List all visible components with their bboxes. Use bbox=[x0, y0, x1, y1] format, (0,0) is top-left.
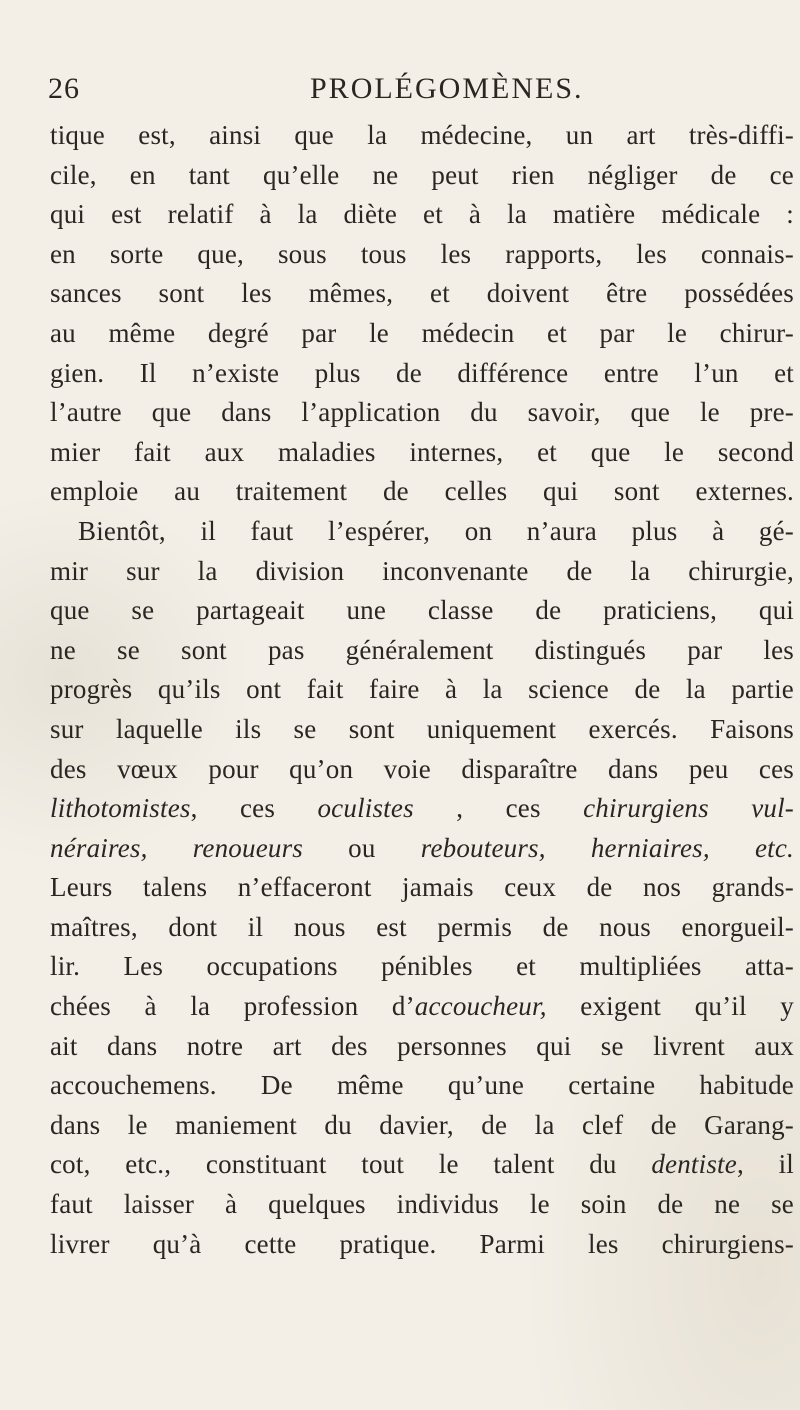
text-line bbox=[50, 710, 794, 750]
text-segment: que se partageait une classe de praticiens, qui bbox=[50, 595, 794, 626]
text-line bbox=[50, 354, 794, 394]
text-segment: maîtres, dont il nous est permis de nous enorgueil- bbox=[50, 911, 794, 942]
text-line bbox=[50, 512, 794, 552]
text-line bbox=[50, 1106, 794, 1146]
text-segment: chées à la profession d’ bbox=[50, 991, 415, 1022]
text-segment: emploie au traitement de celles qui sont externes. bbox=[50, 476, 794, 507]
text-segment: accouchemens. De même qu’une certaine habitude bbox=[50, 1070, 794, 1101]
text-segment: livrer qu’à cette pratique. Parmi les chirurgiens- bbox=[50, 1228, 794, 1259]
italic-text: rebouteurs, herniaires, etc. bbox=[420, 832, 794, 863]
text-segment: faut laisser à quelques individus le soin de ne se bbox=[50, 1189, 794, 1220]
text-segment: exigent qu’il y bbox=[546, 991, 795, 1022]
text-line bbox=[50, 116, 794, 156]
italic-text: néraires, renoueurs bbox=[50, 832, 303, 863]
text-line bbox=[50, 552, 794, 592]
italic-text: chirurgiens vul- bbox=[583, 793, 794, 824]
text-segment: , il bbox=[736, 1149, 794, 1180]
italic-text: lithotomistes bbox=[50, 793, 191, 824]
text-segment: Bientôt, il faut l’espérer, on n’aura plus à gé- bbox=[78, 515, 794, 546]
text-line bbox=[50, 670, 794, 710]
text-line bbox=[50, 750, 794, 790]
text-segment: au même degré par le médecin et par le chirur- bbox=[50, 317, 794, 348]
text-line bbox=[50, 631, 794, 671]
text-line bbox=[50, 156, 794, 196]
text-line bbox=[50, 789, 794, 829]
page-header bbox=[48, 72, 768, 112]
text-segment: mir sur la division inconvenante de la chirurgie, bbox=[50, 555, 794, 586]
text-segment: ou bbox=[303, 832, 421, 863]
text-segment: progrès qu’ils ont fait faire à la science de la partie bbox=[50, 674, 794, 705]
text-segment: sances sont les mêmes, et doivent être possédées bbox=[50, 278, 794, 309]
text-segment: Leurs talens n’effaceront jamais ceux de nos grands- bbox=[50, 872, 794, 903]
text-segment: ne se sont pas généralement distingués par les bbox=[50, 634, 794, 665]
text-line bbox=[50, 947, 794, 987]
text-line bbox=[50, 591, 794, 631]
text-line bbox=[50, 868, 794, 908]
text-line bbox=[50, 314, 794, 354]
text-segment: en sorte que, sous tous les rapports, les connais- bbox=[50, 238, 794, 269]
text-line bbox=[50, 235, 794, 275]
text-line bbox=[50, 472, 794, 512]
text-line bbox=[50, 829, 794, 869]
text-line bbox=[50, 1185, 794, 1225]
text-segment: , ces bbox=[190, 793, 318, 824]
text-line bbox=[50, 987, 794, 1027]
running-title: PROLÉGOMÈNES. bbox=[310, 72, 584, 105]
page-number: 26 bbox=[48, 72, 80, 105]
italic-text: oculistes bbox=[317, 793, 414, 824]
text-segment: dans le maniement du davier, de la clef de Garang- bbox=[50, 1109, 794, 1140]
text-line bbox=[50, 1145, 794, 1185]
text-line bbox=[50, 393, 794, 433]
italic-text: accoucheur, bbox=[414, 991, 547, 1022]
text-segment: l’autre que dans l’application du savoir, que le pre- bbox=[50, 397, 794, 428]
text-segment: cot, etc., constituant tout le talent du bbox=[50, 1149, 652, 1180]
text-line bbox=[50, 1027, 794, 1067]
text-line bbox=[50, 1225, 794, 1265]
text-segment: ait dans notre art des personnes qui se livrent aux bbox=[50, 1030, 794, 1061]
text-line bbox=[50, 195, 794, 235]
text-segment: gien. Il n’existe plus de différence entre l’un et bbox=[50, 357, 794, 388]
text-line bbox=[50, 433, 794, 473]
text-line bbox=[50, 1066, 794, 1106]
text-segment: sur laquelle ils se sont uniquement exercés. Faisons bbox=[50, 713, 794, 744]
text-segment: qui est relatif à la diète et à la matière médicale : bbox=[50, 199, 794, 230]
text-segment: mier fait aux maladies internes, et que le second bbox=[50, 436, 794, 467]
text-segment: cile, en tant qu’elle ne peut rien négliger de ce bbox=[50, 159, 794, 190]
text-line bbox=[50, 908, 794, 948]
text-segment: lir. Les occupations pénibles et multipliées atta- bbox=[50, 951, 794, 982]
text-line bbox=[50, 274, 794, 314]
body-text bbox=[50, 116, 794, 1264]
italic-text: dentiste bbox=[651, 1149, 737, 1180]
text-segment: tique est, ainsi que la médecine, un art très-diffi- bbox=[50, 120, 794, 150]
text-segment: , ces bbox=[413, 793, 584, 824]
text-segment: des vœux pour qu’on voie disparaître dans peu ces bbox=[50, 753, 794, 784]
